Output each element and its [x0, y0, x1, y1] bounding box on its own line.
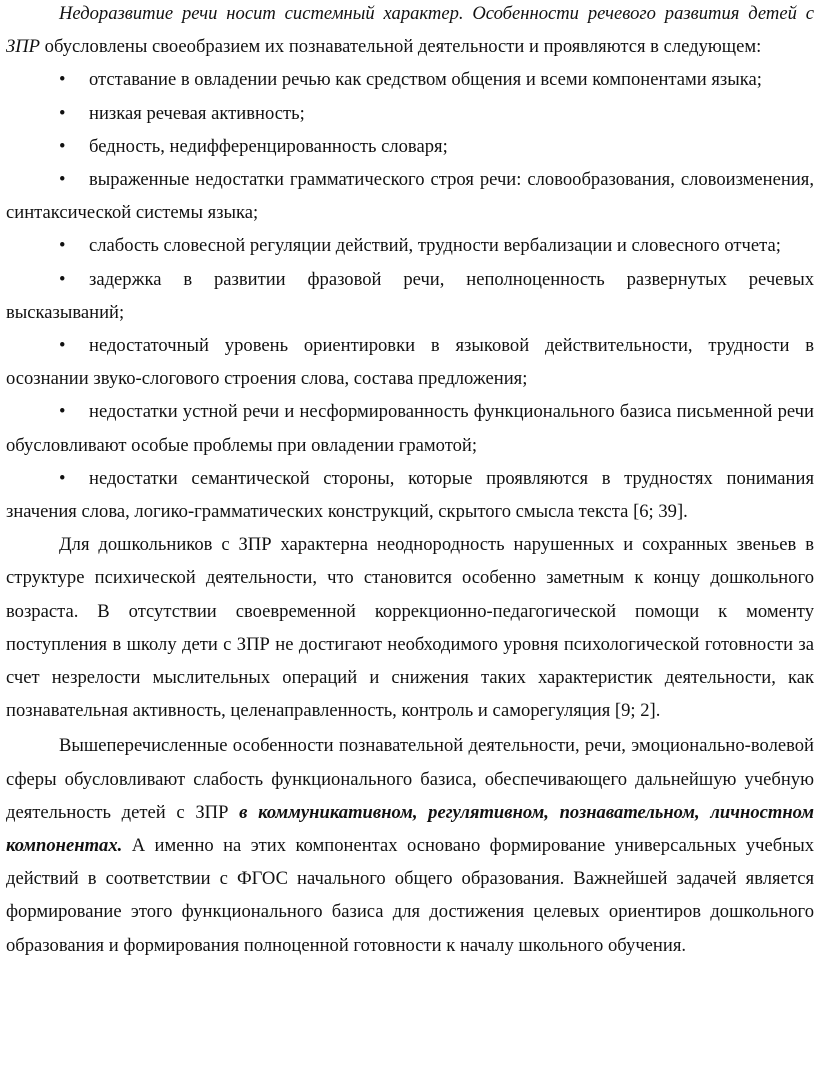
intro-rest: обусловлены своеобразием их познавательной деятельности и проявляются в следующем: [40, 36, 762, 58]
list-item-text: слабость словесной регуляции действий, трудности вербализации и словесного отчета; [89, 235, 781, 257]
list-item-text: выраженные недостатки грамматического строя речи: словообразования, словоизменения, синтаксической системы языка; [6, 169, 814, 224]
list-item [6, 329, 814, 395]
list-item-text: недостатки устной речи и несформированность функционального базиса письменной речи обусловливают особые проблемы при овладении грамотой; [6, 401, 814, 456]
list-item [6, 163, 814, 229]
paragraph-functional-basis-after: А именно на этих компонентах основано формирование универсальных учебных действий в соответствии с ФГОС начального общего образования. Важнейшей задачей является формирование этого функционального базиса для достижения целевых ориентиров дошкольного образования и формирования полноценной готовности к началу школьного обучения. [6, 835, 814, 956]
intro-paragraph [6, 0, 814, 63]
paragraph-functional-basis-emphasis: в коммуникативном, регулятивном, познавательном, личностном компонентах. [6, 801, 814, 857]
list-item-text: задержка в развитии фразовой речи, неполноценность развернутых речевых высказываний; [6, 268, 814, 323]
bullet-icon: • [59, 235, 66, 257]
list-item-text: отставание в овладении речью как средством общения и всеми компонентами языка; [89, 69, 762, 91]
list-item-text: недостатки семантической стороны, которые проявляются в трудностях понимания значения слова, логико-грамматических конструкций, скрытого смысла текста [6; 39]. [6, 467, 814, 523]
list-item [6, 130, 814, 163]
bullet-icon: • [59, 169, 66, 191]
document-body [6, 0, 814, 962]
bullet-icon: • [59, 102, 66, 124]
list-item [6, 263, 814, 329]
list-item [6, 97, 814, 130]
list-item-text: низкая речевая активность; [89, 102, 305, 124]
paragraph-functional-basis [6, 729, 814, 961]
paragraph-functional-basis-before: Вышеперечисленные особенности познавательной деятельности, речи, эмоционально-волевой сферы обусловливают слабость функционального базиса, обеспечивающего дальнейшую учебную деятельность детей с ЗПР [6, 735, 814, 823]
list-item [6, 63, 814, 96]
bullet-icon: • [59, 69, 66, 91]
bullet-icon: • [59, 135, 66, 157]
list-item-text: недостаточный уровень ориентировки в языковой действительности, трудности в осознании звуко-слогового строения слова, состава предложения; [6, 335, 814, 390]
list-item [6, 229, 814, 262]
bullet-icon: • [59, 268, 66, 290]
intro-lead-italic: Недоразвитие речи носит системный характер. Особенности речевого развития детей с ЗПР [6, 3, 814, 58]
list-item-text: бедность, недифференцированность словаря; [89, 135, 448, 157]
list-item [6, 395, 814, 461]
bullet-icon: • [59, 335, 66, 357]
list-item [6, 462, 814, 528]
bullet-icon: • [59, 401, 66, 423]
paragraph-preschool-zpr: Для дошкольников с ЗПР характерна неоднородность нарушенных и сохранных звеньев в структуре психической деятельности, что становится особенно заметным к концу дошкольного возраста. В отсутствии своевременной коррекционно-педагогической помощи к моменту поступления в школу дети с ЗПР не достигают необходимого уровня психологической готовности за счет незрелости мыслительных операций и снижения таких характеристик деятельности, как познавательная активность, целенаправленность, контроль и саморегуляция [9; 2]. [6, 534, 814, 722]
bullet-icon: • [59, 467, 66, 489]
